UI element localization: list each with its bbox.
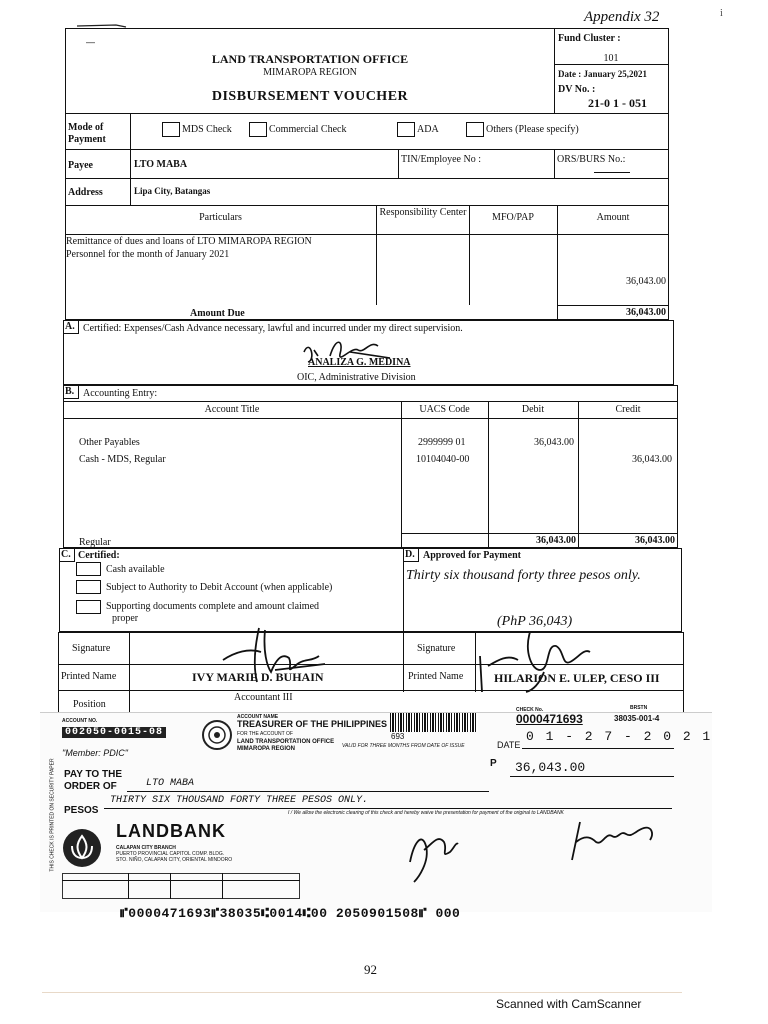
for-account-label: FOR THE ACCOUNT OF	[237, 731, 293, 737]
check-no-label: CHECK No.	[516, 707, 544, 713]
amount-header: Amount	[596, 212, 630, 223]
office-name: LAND TRANSPORTATION OFFICE	[211, 52, 409, 66]
voucher-title: DISBURSEMENT VOUCHER	[211, 89, 409, 104]
barcode	[390, 713, 478, 732]
particulars-line-1: Remittance of dues and loans of LTO MIMAROPA REGION	[66, 236, 312, 247]
branch-line-1: CALAPAN CITY BRANCH	[116, 845, 176, 851]
brstn: 38035-001-4	[614, 714, 660, 723]
left-printed-name-label: Printed Name	[61, 671, 117, 682]
right-signature-label: Signature	[417, 643, 456, 654]
check-signature-1	[404, 822, 460, 886]
address-value: Lipa City, Batangas	[134, 186, 211, 196]
account-no: 002050-0015-08	[62, 727, 166, 738]
amount-due-label: Amount Due	[190, 308, 245, 319]
office-line-2: MIMAROPA REGION	[237, 746, 295, 752]
ors-label: ORS/BURS No.:	[557, 154, 626, 165]
ada-checkbox[interactable]	[397, 122, 415, 137]
pesos-label: PESOS	[64, 805, 99, 816]
debit-total: 36,043.00	[536, 535, 576, 546]
branch-line-3: STO. NIÑO, CALAPAN CITY, ORIENTAL MINDORO	[116, 857, 233, 863]
commercial-check-label: Commercial Check	[269, 124, 347, 135]
authority-label: Subject to Authority to Debit Account (when applicable)	[106, 582, 333, 593]
check-stub-table	[62, 873, 300, 899]
treasury-seal-icon	[201, 719, 233, 751]
dv-no-label: DV No. :	[558, 84, 596, 95]
section-a-position: OIC, Administrative Division	[297, 372, 416, 383]
credit-total: 36,043.00	[635, 535, 675, 546]
left-printed-name: IVY MARIE D. BUHAIN	[192, 670, 324, 684]
check-date: 0 1 - 2 7 - 2 0 2 1	[526, 729, 713, 744]
section-d-label: Approved for Payment	[423, 550, 521, 561]
pay-to-label-2: ORDER OF	[64, 781, 117, 792]
section-c-letter: C.	[61, 549, 71, 560]
appendix-label: Appendix 32	[584, 9, 660, 25]
entry-2-title: Cash - MDS, Regular	[79, 454, 166, 465]
section-c-label: Certified:	[78, 550, 120, 561]
ada-label: ADA	[417, 124, 439, 135]
address-label: Address	[68, 187, 103, 198]
landbank-logo-icon	[62, 828, 102, 868]
side-security-text: THIS CHECK IS PRINTED ON SECURITY PAPER	[49, 758, 56, 872]
section-a-name: ANALIZA G. MEDINA	[308, 357, 411, 368]
left-position: Accountant III	[234, 692, 293, 703]
page-number: 92	[364, 962, 377, 977]
others-label: Others (Please specify)	[486, 124, 579, 135]
section-b-letter: B.	[65, 386, 75, 397]
check-signature-2	[566, 812, 658, 864]
entry-1-debit: 36,043.00	[534, 437, 574, 448]
entry-footer-title: Regular	[79, 537, 111, 548]
scanner-label: Scanned with CamScanner	[496, 997, 642, 1011]
footer-rule	[42, 992, 682, 993]
fund-cluster-label: Fund Cluster :	[558, 33, 621, 44]
check-amount-words: THIRTY SIX THOUSAND FORTY THREE PESOS ONLY.	[110, 795, 369, 806]
fund-cluster-value: 101	[603, 53, 619, 64]
documents-label-2: proper	[112, 613, 139, 624]
left-signature-label: Signature	[72, 643, 111, 654]
office-line-1: LAND TRANSPORTATION OFFICE	[237, 739, 335, 745]
date-label: DATE	[497, 740, 521, 750]
check-amount: 36,043.00	[515, 760, 586, 775]
mfo-pap-header: MFO/PAP	[492, 212, 534, 223]
debit-header: Debit	[521, 404, 545, 415]
bank-name: LANDBANK	[116, 821, 226, 841]
validity-note: VALID FOR THREE MONTHS FROM DATE OF ISSUE	[342, 743, 465, 749]
header-dash: —	[86, 37, 95, 47]
waiver-note: I / We allow the electronic clearing of this check and hereby waive the presentation for payment of the original to LANDBANK	[288, 810, 564, 816]
section-a-text: Certified: Expenses/Cash Advance necessary, lawful and incurred under my direct supervision.	[83, 323, 463, 334]
ulep-signature	[474, 626, 594, 696]
edge-mark: i	[720, 8, 723, 19]
amount-in-figures: (PhP 36,043)	[497, 614, 573, 629]
account-name: TREASURER OF THE PHILIPPINES	[237, 719, 388, 729]
section-d-letter: D.	[405, 549, 415, 560]
section-a-letter: A.	[65, 321, 75, 332]
account-name-label: ACCOUNT NAME	[237, 714, 279, 720]
account-no-label: ACCOUNT NO.	[62, 718, 98, 724]
responsibility-center-header: Responsibility Center	[379, 207, 467, 218]
right-printed-name-label: Printed Name	[408, 671, 464, 682]
check-code: 693	[391, 732, 405, 741]
mds-check-label: MDS Check	[182, 124, 232, 135]
peso-sign: P	[490, 758, 497, 769]
check-no: 0000471693	[516, 712, 583, 726]
entry-1-code: 2999999 01	[418, 437, 466, 448]
brstn-label: BRSTN	[630, 705, 648, 711]
payee-value: LTO MABA	[134, 159, 188, 170]
mds-check-checkbox[interactable]	[162, 122, 180, 137]
tin-label: TIN/Employee No :	[401, 154, 481, 165]
mode-label-1: Mode of	[68, 122, 104, 133]
position-label: Position	[73, 699, 106, 710]
payee-label: Payee	[68, 160, 93, 171]
entry-2-code: 10104040-00	[416, 454, 470, 465]
region-name: MIMAROPA REGION	[263, 67, 357, 78]
mode-label-2: Payment	[68, 134, 106, 145]
particulars-amount: 36,043.00	[626, 276, 666, 287]
pen-mark	[76, 15, 128, 20]
micr-line: ⑈0000471693⑈38035⑆0014⑆00 2050901508⑈ 000	[120, 906, 461, 921]
cash-available-label: Cash available	[106, 564, 165, 575]
check-payee: LTO MABA	[146, 778, 195, 789]
right-printed-name: HILARION E. ULEP, CESO III	[494, 671, 660, 685]
account-title-header: Account Title	[204, 404, 260, 415]
pay-to-label-1: PAY TO THE	[64, 769, 122, 780]
amount-due-value: 36,043.00	[626, 307, 666, 318]
branch-line-2: PUERTO PROVINCIAL CAPITOL COMP. BLDG.	[116, 851, 225, 857]
cash-available-checkbox[interactable]	[76, 562, 101, 576]
commercial-check-checkbox[interactable]	[249, 122, 267, 137]
entry-1-title: Other Payables	[79, 437, 140, 448]
authority-checkbox[interactable]	[76, 580, 101, 594]
uacs-code-header: UACS Code	[419, 404, 470, 415]
amount-in-words: Thirty six thousand forty three pesos only.	[406, 568, 641, 583]
documents-label: Supporting documents complete and amount claimed	[106, 601, 320, 612]
buhain-signature	[215, 622, 335, 688]
entry-2-credit: 36,043.00	[632, 454, 672, 465]
member-pdic: "Member: PDIC"	[62, 748, 128, 758]
dv-no-value: 21-0 1 - 051	[588, 96, 647, 110]
documents-checkbox[interactable]	[76, 600, 101, 614]
particulars-header: Particulars	[199, 212, 242, 223]
others-checkbox[interactable]	[466, 122, 484, 137]
voucher-date: Date : January 25,2021	[558, 69, 647, 79]
section-b-label: Accounting Entry:	[83, 388, 158, 399]
credit-header: Credit	[615, 404, 641, 415]
particulars-line-2: Personnel for the month of January 2021	[66, 249, 230, 260]
